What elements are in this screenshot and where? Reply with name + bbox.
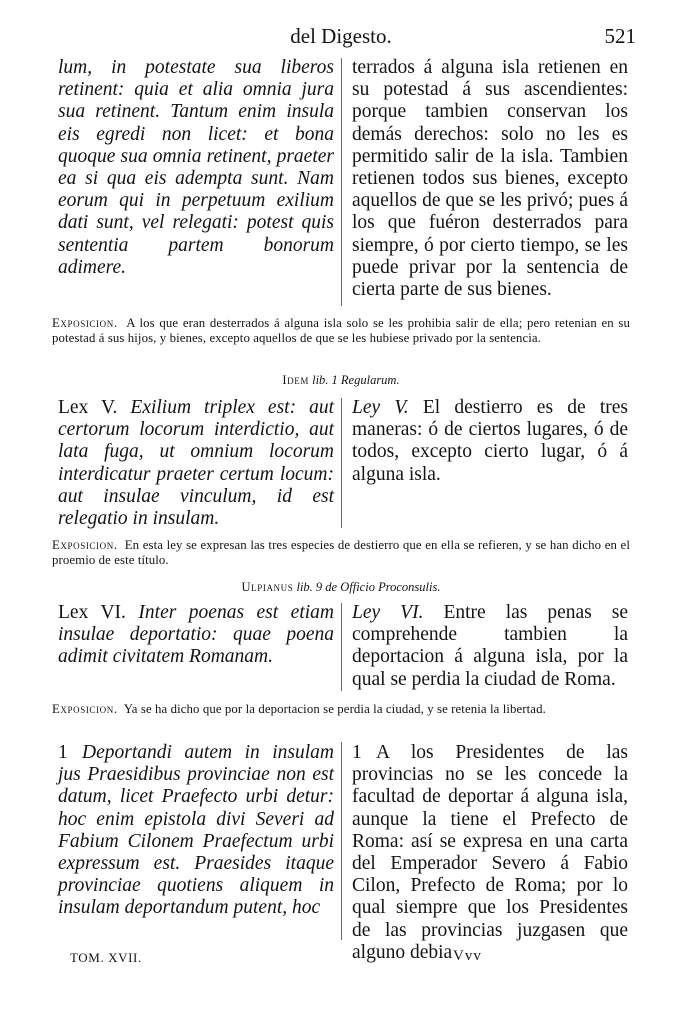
latin-paragraph-text: Deportandi autem in insulam jus Praesidibus provinciae non est datum, licet Praefecto urbi detur: hoc enim epistola divi Severi ad Fabium Cilonem Praefectum urbi expressum est. Praesides itaque provinciae quotiens aliquem in insulam deportandum putent, hoc [58,742,334,919]
latin-text-block-4 [58,742,334,920]
paragraph-number: 1 [58,742,68,763]
paragraph-number: 1 [352,742,362,763]
lex-text: Inter poenas est etiam insulae deportatio: quae poena adimit civitatem Romanam. [58,602,335,668]
exposicion-1 [52,316,630,346]
running-title: del Digesto. [290,24,392,48]
exposicion-text: Ya se ha dicho que por la deportacion se perdia la ciudad, y se retenia la libertad. [123,702,546,716]
exposicion-text: En esta ley se expresan las tres especies de destierro que en ella se refieren, y se han dicho en el proemio de este título. [52,538,630,567]
exposicion-text: A los que eran desterrados á alguna isla solo se les prohibia salir de ella; pero retenian en su potestad á sus hijos, y bienes, excepto aquellos de que se les hubiese privado por la sentencia. [52,316,630,345]
page-number: 521 [604,24,636,48]
spanish-text-block-3 [352,602,628,691]
spanish-text-block-2 [352,397,628,486]
signature-mark: Vvv [453,948,482,964]
lex-heading: Lex VI. [58,602,126,623]
column-divider [341,58,342,306]
latin-text-block-1: lum, in potestate sua liberos retinent: quia et alia omnia jura sua retinent. Tantum enim insula eis egredi non licet: et bona quoque sua omnia retinent, praeter ea si qua eis adempta sunt. Nam eorum qui in perpetuum exilium dati sunt, vel relegati: potest quis sententia partem bonorum adimere. [58,57,334,278]
column-divider [341,398,342,528]
ley-text: El destierro es de tres maneras: ó de ciertos lugares, ó de todos, excepto cierto lugar, ó á alguna isla. [352,397,629,485]
spanish-text-block-4 [352,742,628,964]
volume-signature: TOM. XVII. [70,950,142,965]
source-work: lib. 1 Regularum. [312,373,400,387]
exposicion-2 [52,538,630,568]
column-divider [341,603,342,691]
source-author: Idem [282,373,309,387]
ley-heading: Ley VI. [352,602,424,623]
latin-text-block-3 [58,602,334,669]
spanish-paragraph-text: A los Presidentes de las provincias no se les concede la facultad de deportar á alguna isla, aunque la tiene el Prefecto de Roma: así se expresa en una carta del Emperador Severo á Fabio Cilon, Prefecto de Roma; por lo qual siempre que los Presidentes de las provincias juzgasen que alguno debia [352,742,628,963]
spanish-text-block-1: terrados á alguna isla retienen en su potestad á sus ascendientes: porque tambien conservan los demás derechos: solo no les es permitido salir de la isla. Tambien retienen todos sus bienes, excepto aquellos de que se les privó; pues á los que fuéron desterrados para siempre, ó por cierto tiempo, se les puede privar por la sentencia de cierta parte de sus bienes. [352,57,628,301]
source-citation-3 [0,580,682,595]
exposicion-3 [52,702,630,717]
source-work: lib. 9 de Officio Proconsulis. [296,580,441,594]
ley-text: Entre las penas se comprehende tambien la deportacion á alguna isla, por la qual se perdia la ciudad de Roma. [352,602,629,690]
latin-text-block-2 [58,397,334,530]
ley-heading: Ley V. [352,397,409,418]
source-author: Ulpianus [241,580,294,594]
lex-heading: Lex V. [58,397,118,418]
exposicion-label: Exposicion. [52,316,118,330]
column-divider [341,742,342,940]
exposicion-label: Exposicion. [52,538,118,552]
exposicion-label: Exposicion. [52,702,118,716]
lex-text: Exilium triplex est: aut certorum locorum interdictio, aut lata fuga, ut omnium locorum interdicatur praeter certum locum: aut insulae vinculum, id est relegatio in insulam. [58,397,334,530]
source-citation-2 [0,373,682,388]
